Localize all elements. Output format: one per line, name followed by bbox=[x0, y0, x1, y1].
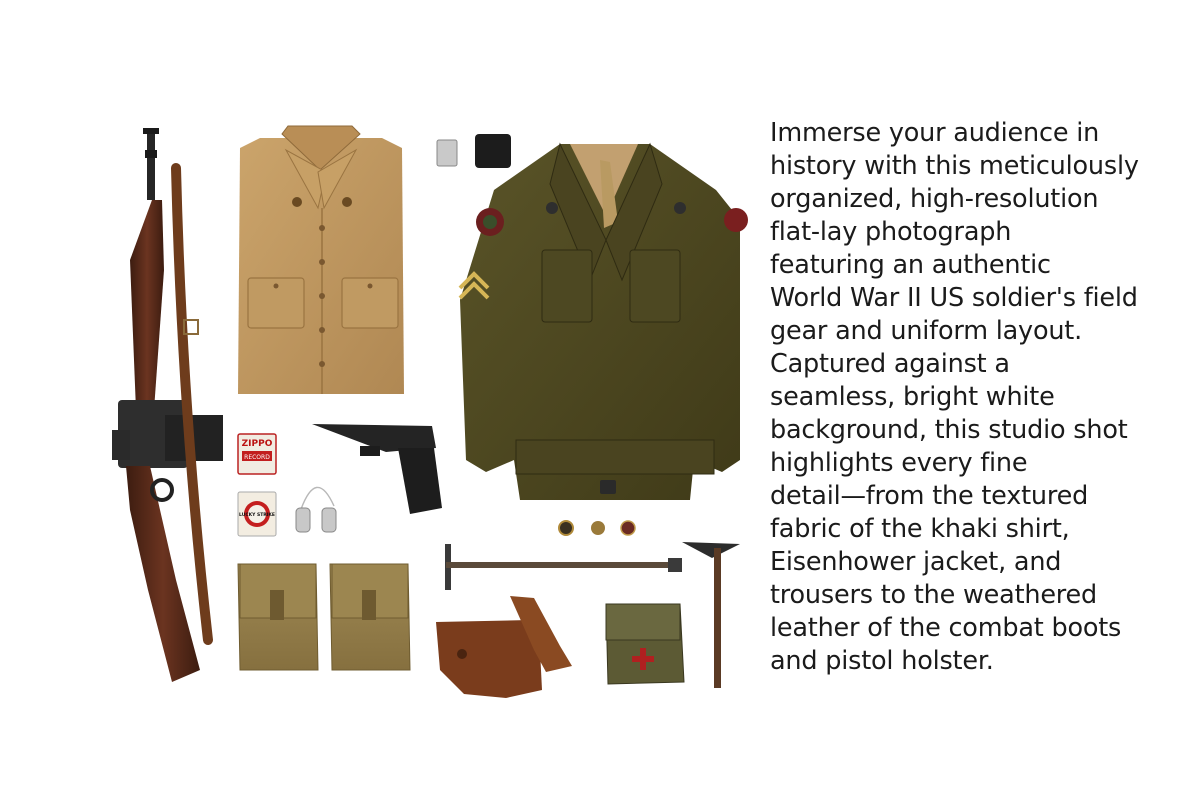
caption-line: organized, high-resolution bbox=[770, 184, 1099, 214]
caption-line: detail—from the textured bbox=[770, 481, 1089, 511]
flatlay-photograph bbox=[90, 110, 750, 710]
lighter bbox=[437, 140, 457, 166]
caption-line: and pistol holster. bbox=[770, 646, 994, 676]
caption-line: featuring an authentic bbox=[770, 250, 1051, 280]
svg-text:LUCKY STRIKE: LUCKY STRIKE bbox=[239, 513, 275, 518]
ammo-pouch-right bbox=[330, 564, 410, 670]
lucky-strike-pack bbox=[238, 492, 276, 536]
insignia-pin bbox=[559, 521, 573, 535]
caption-line: background, this studio shot bbox=[770, 415, 1128, 445]
caption-line: seamless, bright white bbox=[770, 382, 1055, 412]
zippo-box bbox=[238, 434, 276, 474]
caption-line: highlights every fine bbox=[770, 448, 1028, 478]
entrenching-tool bbox=[445, 544, 682, 590]
caption-line: World War II US soldier's field bbox=[770, 283, 1138, 313]
product-description bbox=[770, 117, 1170, 678]
khaki-shirt bbox=[238, 126, 404, 394]
eisenhower-jacket bbox=[460, 144, 748, 500]
insignia-pin bbox=[621, 521, 635, 535]
ammo-pouch-left bbox=[238, 564, 318, 670]
dog-tags bbox=[296, 487, 336, 532]
caption-line: trousers to the weathered bbox=[770, 580, 1098, 610]
caption-line: leather of the combat boots bbox=[770, 613, 1122, 643]
pick-mattock bbox=[682, 542, 740, 688]
insignia-pin bbox=[591, 521, 605, 535]
caption-line: gear and uniform layout. bbox=[770, 316, 1083, 346]
leather-holster bbox=[436, 596, 572, 698]
caption-line: fabric of the khaki shirt, bbox=[770, 514, 1070, 544]
first-aid-pouch bbox=[606, 604, 684, 684]
svg-text:RECORD: RECORD bbox=[244, 454, 270, 461]
caption-line: history with this meticulously bbox=[770, 151, 1139, 181]
svg-text:ZIPPO: ZIPPO bbox=[241, 439, 273, 449]
leather-wallet bbox=[475, 134, 511, 168]
caption-line: Captured against a bbox=[770, 349, 1010, 379]
caption-line: Eisenhower jacket, and bbox=[770, 547, 1062, 577]
caption-line: flat-lay photograph bbox=[770, 217, 1012, 247]
caption-line: Immerse your audience in bbox=[770, 118, 1100, 148]
